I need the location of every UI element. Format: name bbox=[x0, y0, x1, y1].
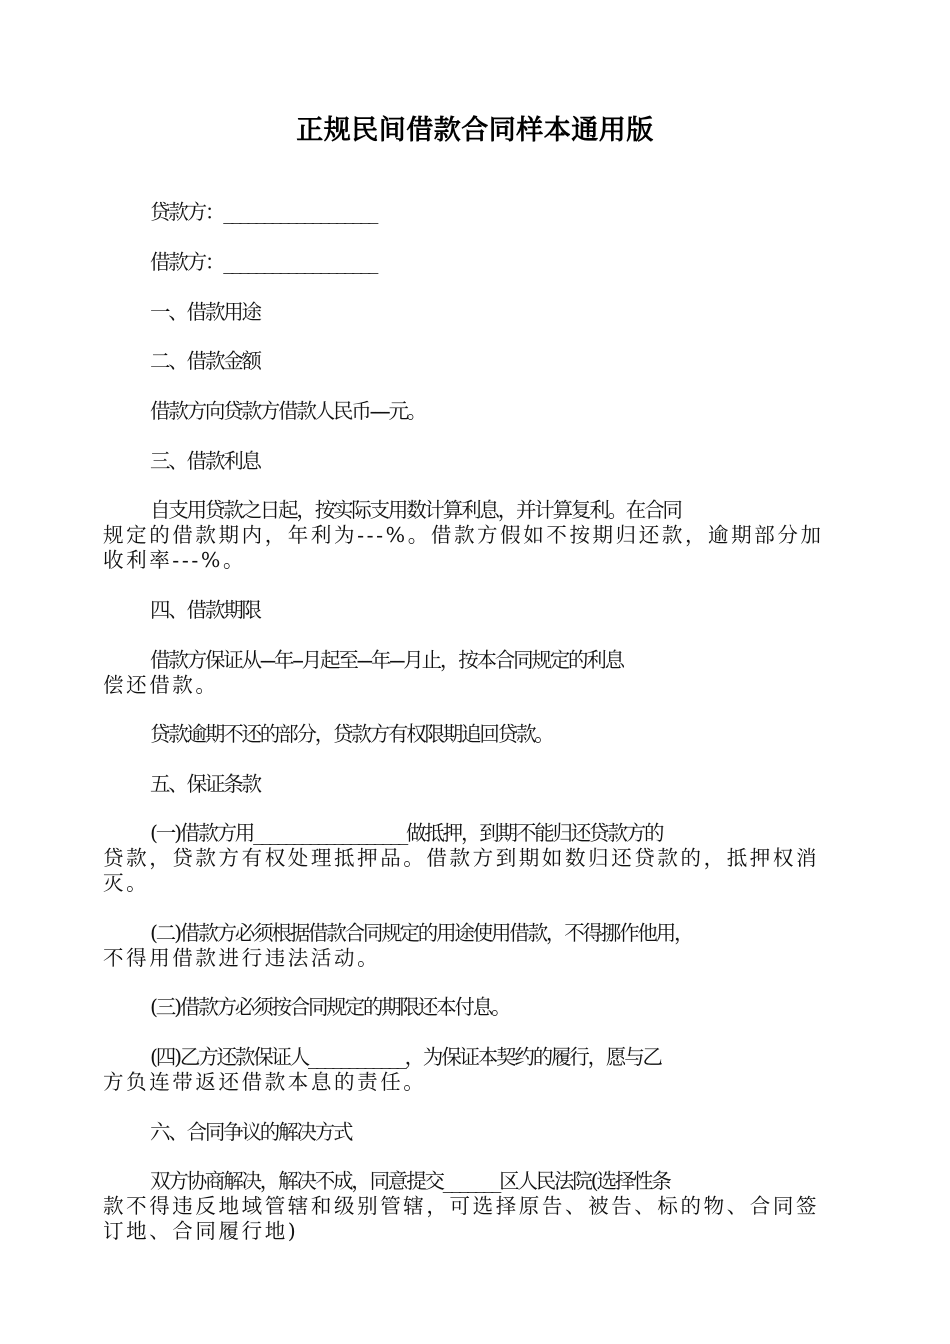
clause-2-line-2: 不得用借款进行违法活动。 bbox=[103, 946, 381, 970]
clause-1-line-1: (一)借款方用___________________做抵押，到期不能归还贷款方的 bbox=[150, 821, 663, 845]
lender-field-line: 贷款方：___________________ bbox=[150, 200, 377, 224]
paragraph-term-line-2: 偿还借款。 bbox=[103, 673, 219, 697]
document-title: 正规民间借款合同样本通用版 bbox=[296, 115, 654, 146]
borrower-field-line: 借款方：___________________ bbox=[150, 250, 377, 274]
paragraph-dispute-line-3: 订地、合同履行地) bbox=[103, 1219, 299, 1243]
clause-1-line-3: 灭。 bbox=[103, 871, 150, 895]
clause-1-line-2: 贷款，贷款方有权处理抵押品。借款方到期如数归还贷款的，抵押权消 bbox=[103, 846, 820, 870]
section-heading-dispute: 六、合同争议的解决方式 bbox=[150, 1120, 352, 1144]
clause-4-line-2: 方负连带返还借款本息的责任。 bbox=[103, 1070, 427, 1094]
section-heading-amount: 二、借款金额 bbox=[150, 349, 260, 373]
section-heading-purpose: 一、借款用途 bbox=[150, 300, 260, 324]
paragraph-interest-line-2: 规定的借款期内，年利为---%。借款方假如不按期归还款，逾期部分加 bbox=[103, 523, 824, 547]
section-heading-term: 四、借款期限 bbox=[150, 598, 260, 622]
paragraph-dispute-line-2: 款不得违反地域管辖和级别管辖，可选择原告、被告、标的物、合同签 bbox=[103, 1194, 820, 1218]
section-heading-guarantee: 五、保证条款 bbox=[150, 772, 260, 796]
clause-3: (三)借款方必须按合同规定的期限还本付息。 bbox=[150, 995, 510, 1019]
paragraph-dispute-line-1: 双方协商解决，解决不成，同意提交_______区人民法院(选择性条 bbox=[150, 1169, 670, 1193]
paragraph-overdue: 贷款逾期不还的部分，贷款方有权限期追回贷款。 bbox=[150, 722, 553, 746]
paragraph-amount: 借款方向贷款方借款人民币----元。 bbox=[150, 399, 426, 423]
clause-2-line-1: (二)借款方必须根据借款合同规定的用途使用借款，不得挪作他用， bbox=[150, 921, 693, 945]
paragraph-interest-line-1: 自支用贷款之日起，按实际支用数计算利息，并计算复利。在合同 bbox=[150, 498, 681, 522]
section-heading-interest: 三、借款利息 bbox=[150, 449, 260, 473]
clause-4-line-1: (四)乙方还款保证人____________，为保证本契约的履行，愿与乙 bbox=[150, 1045, 661, 1069]
paragraph-interest-line-3: 收利率---%。 bbox=[103, 548, 247, 572]
paragraph-term-line-1: 借款方保证从---年--月起至---年---月止，按本合同规定的利息 bbox=[150, 648, 623, 672]
